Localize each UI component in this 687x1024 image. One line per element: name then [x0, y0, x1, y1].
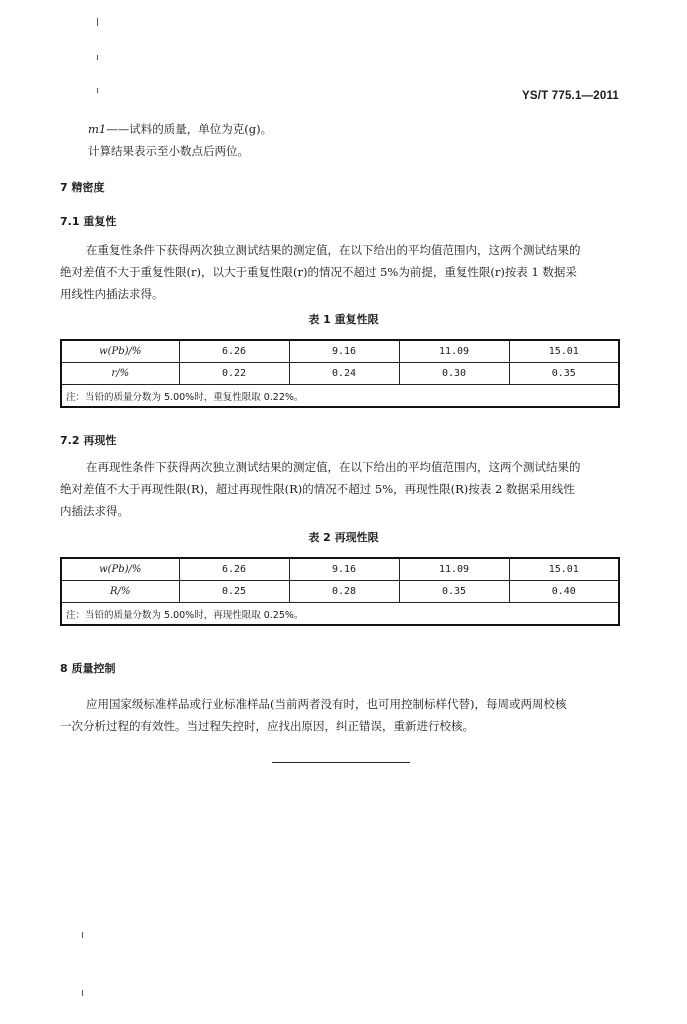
- table-cell: 0.40: [509, 581, 619, 603]
- table-cell: 0.24: [289, 363, 399, 385]
- para-line: 在重复性条件下获得两次独立测试结果的测定值，在以下给出的平均值范围内，这两个测试结果的: [86, 243, 581, 257]
- table-cell: 11.09: [399, 340, 509, 363]
- section-8-title: 8 质量控制: [60, 662, 116, 675]
- para-line: 用线性内插法求得。: [60, 287, 164, 301]
- scan-mark: [97, 88, 98, 93]
- table-row: [61, 581, 619, 603]
- section-8-paragraph: [60, 693, 630, 737]
- table-row: [61, 340, 619, 363]
- section-7-title: 7 精密度: [60, 181, 105, 194]
- m1-symbol: m1: [88, 122, 107, 136]
- table-cell: 6.26: [179, 558, 289, 581]
- section-7-2-title: 7.2 再现性: [60, 434, 117, 447]
- section-7-2-paragraph: [60, 456, 630, 522]
- table-cell: 0.35: [399, 581, 509, 603]
- table-cell: 0.25: [179, 581, 289, 603]
- para-line: 在再现性条件下获得两次独立测试结果的测定值，在以下给出的平均值范围内，这两个测试结果的: [86, 460, 581, 474]
- para-line: 应用国家级标准样品或行业标准样品(当前两者没有时，也可用控制标样代替)，每周或两周校核: [86, 697, 567, 711]
- table-1-row-label: w(Pb)/%: [61, 340, 179, 363]
- table-cell: 0.35: [509, 363, 619, 385]
- standard-code-header: YS/T 775.1—2011: [522, 90, 619, 102]
- table-cell: 15.01: [509, 340, 619, 363]
- scan-mark: [82, 932, 83, 938]
- table-row: [61, 558, 619, 581]
- result-precision-text: 计算结果表示至小数点后两位。: [88, 144, 249, 158]
- table-cell: 15.01: [509, 558, 619, 581]
- section-7-1-title: 7.1 重复性: [60, 215, 117, 228]
- table-1-row-label: r/%: [61, 363, 179, 385]
- table-2-caption: 表 2 再现性限: [308, 531, 379, 544]
- table-note-row: [61, 603, 619, 626]
- m1-text: ——试料的质量，单位为克(g)。: [106, 122, 273, 136]
- scan-mark: [97, 55, 98, 60]
- table-cell: 9.16: [289, 340, 399, 363]
- scan-mark: [97, 18, 98, 26]
- definition-m1: [88, 118, 272, 140]
- table-1-note: 注：当铅的质量分数为 5.00%时，重复性限取 0.22%。: [61, 385, 619, 408]
- table-1-caption: 表 1 重复性限: [308, 313, 379, 326]
- para-line: 内插法求得。: [60, 504, 129, 518]
- table-1-repeatability: [60, 339, 620, 408]
- table-cell: 6.26: [179, 340, 289, 363]
- para-line: 一次分析过程的有效性。当过程失控时，应找出原因，纠正错误，重新进行校核。: [60, 719, 474, 733]
- table-note-row: [61, 385, 619, 408]
- table-2-note: 注：当铅的质量分数为 5.00%时，再现性限取 0.25%。: [61, 603, 619, 626]
- table-2-row-label: R/%: [61, 581, 179, 603]
- table-cell: 0.28: [289, 581, 399, 603]
- table-row: [61, 363, 619, 385]
- section-7-1-paragraph: [60, 239, 630, 305]
- table-cell: 9.16: [289, 558, 399, 581]
- table-2-row-label: w(Pb)/%: [61, 558, 179, 581]
- table-2-reproducibility: [60, 557, 620, 626]
- table-cell: 0.22: [179, 363, 289, 385]
- scan-mark: [82, 990, 83, 996]
- table-cell: 0.30: [399, 363, 509, 385]
- end-rule: [272, 762, 410, 763]
- table-cell: 11.09: [399, 558, 509, 581]
- para-line: 绝对差值不大于再现性限(R)，超过再现性限(R)的情况不超过 5%，再现性限(R)按表 2 数据采用线性: [60, 482, 575, 496]
- para-line: 绝对差值不大于重复性限(r)，以大于重复性限(r)的情况不超过 5%为前提，重复性限(r)按表 1 数据采: [60, 265, 577, 279]
